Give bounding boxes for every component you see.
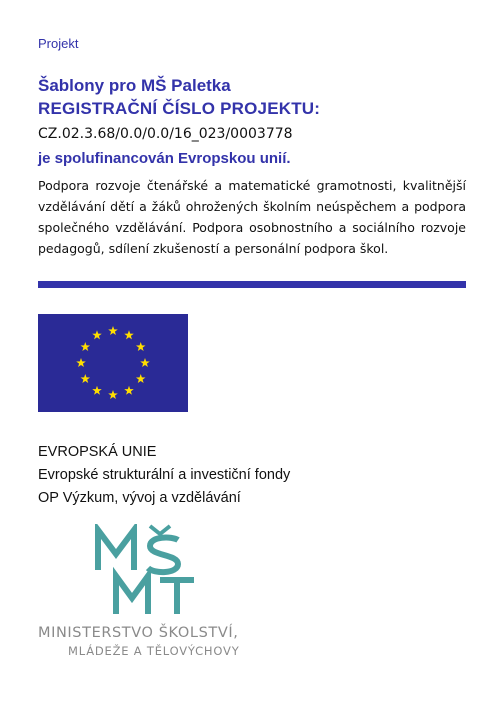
registration-number: CZ.02.3.68/0.0/0.0/16_023/0003778 bbox=[38, 126, 293, 142]
eu-flag-icon bbox=[38, 314, 188, 412]
registration-label: REGISTRAČNÍ ČÍSLO PROJEKTU: bbox=[38, 99, 321, 118]
eu-funds: Evropské strukturální a investiční fondy bbox=[38, 467, 291, 483]
ministry-name-line2: MLÁDEŽE A TĚLOVÝCHOVY bbox=[68, 644, 240, 658]
msmt-logo bbox=[30, 524, 270, 664]
project-title: Šablony pro MŠ Paletka bbox=[38, 76, 231, 95]
project-label: Projekt bbox=[38, 36, 79, 51]
eu-heading: EVROPSKÁ UNIE bbox=[38, 444, 157, 460]
eu-programme: OP Výzkum, vývoj a vzdělávání bbox=[38, 490, 241, 506]
divider-bar bbox=[38, 281, 466, 288]
cofinancing-statement: je spolufinancován Evropskou unií. bbox=[38, 150, 291, 167]
msmt-monogram-icon bbox=[98, 526, 194, 614]
project-description: Podpora rozvoje čtenářské a matematické gramotnosti, kvalitnější vzdělávání dětí a žáků ohrožených školním neúspěchem a podpora společného vzdělávání. Podpora osobnostního a sociálního rozvoje pedagogů, sdílení zkušeností a personální podpora škol. bbox=[38, 178, 466, 256]
ministry-name-line1: MINISTERSTVO ŠKOLSTVÍ, bbox=[38, 625, 239, 641]
